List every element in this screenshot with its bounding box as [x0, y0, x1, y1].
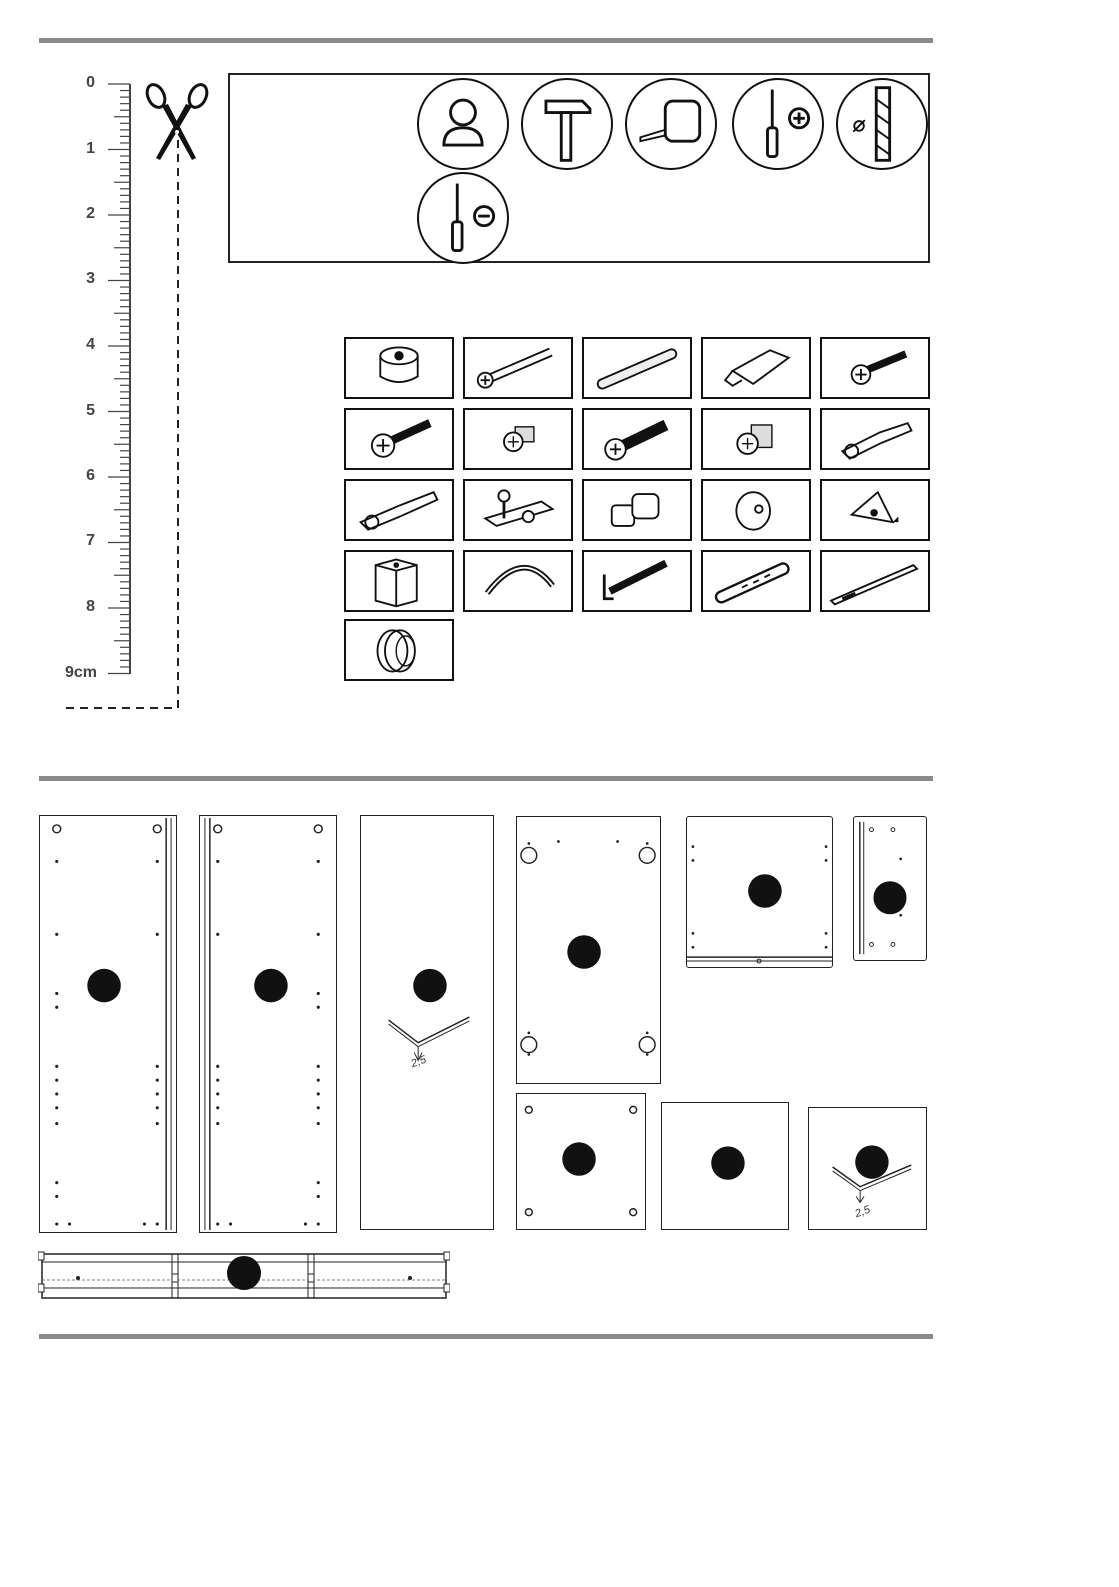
ruler-label: 4	[86, 336, 95, 353]
corner-bracket-icon	[820, 479, 930, 541]
wood-screw-icon	[344, 408, 454, 470]
ruler-label: 5	[86, 402, 95, 419]
concealed-hinge-icon	[820, 408, 930, 470]
tools-panel	[228, 73, 930, 263]
wall-plug-icon	[701, 550, 811, 612]
wire-ring-icon	[344, 619, 454, 681]
shelf-panel	[686, 816, 833, 968]
cam-bolt-icon	[463, 337, 573, 399]
ruler-label: 0	[86, 74, 95, 91]
hammer-icon	[521, 78, 613, 170]
short-screw-icon	[463, 408, 573, 470]
small-panel-holes	[516, 1093, 646, 1230]
top-panel	[516, 816, 661, 1084]
groove-depth-label: 2,5	[853, 1203, 872, 1221]
side-panel-right	[199, 815, 337, 1233]
small-back-panel	[808, 1107, 927, 1230]
furniture-foot-icon	[344, 550, 454, 612]
disc-washer-icon	[701, 479, 811, 541]
cam-lock-icon	[344, 337, 454, 399]
middle-divider	[39, 776, 933, 781]
top-divider	[39, 38, 933, 43]
groove-depth-label: 2,5	[409, 1053, 428, 1071]
back-panel	[360, 815, 494, 1230]
machine-screw-icon	[582, 408, 692, 470]
phillips-screwdriver-icon	[732, 78, 824, 170]
ruler-label: 6	[86, 467, 95, 484]
ruler-label: 3	[86, 270, 95, 287]
ruler-label: 1	[86, 140, 95, 157]
cut-line	[60, 140, 185, 715]
plinth-rail	[38, 1250, 450, 1302]
side-panel-left	[39, 815, 177, 1233]
metal-rail-icon	[820, 550, 930, 612]
flathead-screwdriver-icon	[417, 172, 509, 264]
handle-icon	[463, 550, 573, 612]
hinge-icon	[344, 479, 454, 541]
door-panel	[661, 1102, 789, 1230]
countersunk-screw-icon	[820, 337, 930, 399]
ruler-label: 8	[86, 598, 95, 615]
wooden-dowel-icon	[582, 337, 692, 399]
shelf-support-icon	[582, 479, 692, 541]
ruler-label: 7	[86, 532, 95, 549]
ruler-label: 9cm	[64, 664, 97, 681]
nail-icon	[582, 550, 692, 612]
narrow-panel	[853, 816, 927, 961]
bottom-divider	[39, 1334, 933, 1339]
mounting-plate-icon	[463, 479, 573, 541]
hardware-grid	[344, 337, 934, 682]
person-icon	[417, 78, 509, 170]
drill-bit-icon	[836, 78, 928, 170]
euro-screw-icon	[701, 408, 811, 470]
ruler-label: 2	[86, 205, 95, 222]
tape-measure-icon	[625, 78, 717, 170]
glue-tube-icon	[701, 337, 811, 399]
